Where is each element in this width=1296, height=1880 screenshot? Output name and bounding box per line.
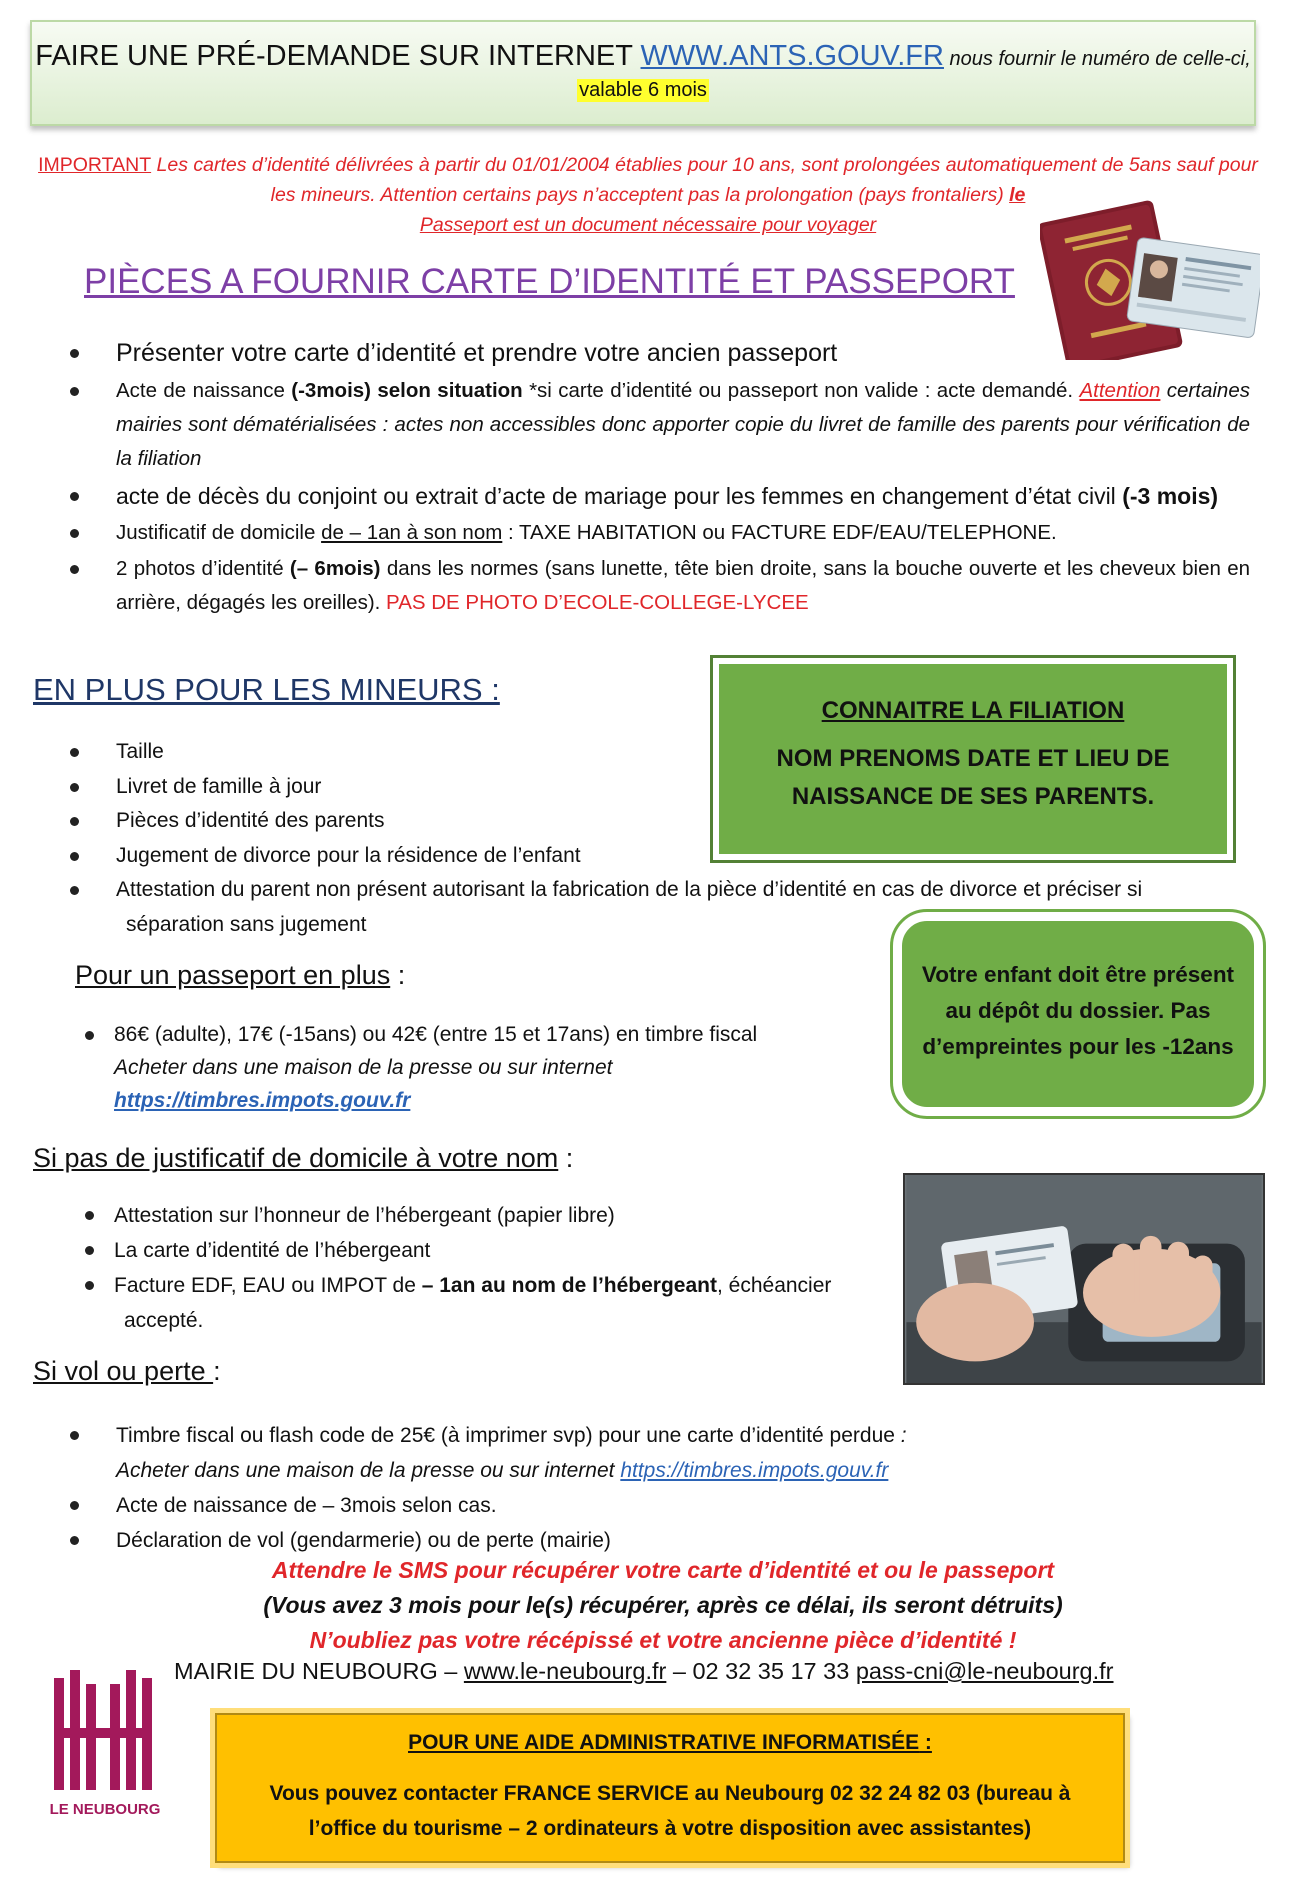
- list-item: [30, 334, 1250, 372]
- aide-title: [217, 1725, 1123, 1760]
- mairie-name: MAIRIE DU NEUBOURG –: [174, 1658, 464, 1684]
- item-emphasis: – 1an au nom de l’hébergeant: [421, 1274, 717, 1297]
- section-title: Pour un passeport en plus: [75, 960, 391, 990]
- section-title: Si vol ou perte: [33, 1356, 214, 1386]
- title-colon: :: [919, 1731, 932, 1754]
- item-text: acte de décès du conjoint ou extrait d’acte de mariage pour les femmes en changement d’état civil: [116, 483, 1123, 509]
- item-text: 2 photos d’identité: [116, 557, 290, 580]
- logo-text: LE NEUBOURG: [50, 1801, 160, 1818]
- aide-title-text: POUR UNE AIDE ADMINISTRATIVE INFORMATISÉE: [408, 1731, 920, 1754]
- list-item: Pièces d’identité des parents: [30, 804, 1270, 839]
- email-link[interactable]: pass-cni@le-neubourg.fr: [855, 1658, 1114, 1684]
- important-passport: Passeport est un document nécessaire pour voyager: [419, 214, 877, 236]
- important-label: IMPORTANT: [38, 154, 152, 176]
- list-item: La carte d’identité de l’hébergeant: [28, 1233, 888, 1268]
- top-banner: [30, 20, 1256, 126]
- section-title: Si pas de justificatif de domicile à votre nom: [33, 1143, 559, 1173]
- photo-warning: PAS DE PHOTO D’ECOLE-COLLEGE-LYCEE: [386, 591, 809, 614]
- item-text: :: [900, 1424, 907, 1447]
- item-text: Présenter votre carte d’identité et prendre votre ancien passeport: [116, 339, 838, 367]
- list-item: Taille: [30, 735, 1270, 770]
- sms-block: [0, 1553, 1296, 1658]
- ants-link[interactable]: WWW.ANTS.GOUV.FR: [640, 40, 944, 72]
- item-text: Acheter dans une maison de la presse ou sur internet: [116, 1459, 621, 1482]
- fingerprint-scanner-image: [903, 1173, 1265, 1385]
- attention-label: Attention: [1079, 379, 1161, 402]
- mineurs-title: EN PLUS POUR LES MINEURS :: [33, 672, 500, 707]
- domicile-list: [28, 1198, 888, 1338]
- le-neubourg-logo: [50, 1670, 160, 1820]
- item-text: accepté.: [124, 1309, 204, 1332]
- list-item: [30, 478, 1250, 514]
- item-text: certaines mairies sont dématérialisées : actes non accessibles donc apporter copie du livret de famille des parents pour vérification de la filiation: [116, 379, 1250, 470]
- mairie-phone: – 02 32 35 17 33: [666, 1658, 856, 1684]
- list-item: Déclaration de vol (gendarmerie) ou de perte (mairie): [30, 1523, 1270, 1558]
- title-colon: :: [390, 960, 406, 990]
- vol-title: [33, 1356, 221, 1387]
- item-text: Attestation du parent non présent autorisant la fabrication de la pièce d’identité en cas de divorce et préciser si: [116, 878, 1143, 901]
- passeport-list: [28, 1018, 888, 1117]
- sms-line: Attendre le SMS pour récupérer votre carte d’identité et ou le passeport: [271, 1557, 1055, 1583]
- domicile-title: [33, 1143, 573, 1174]
- list-item: [30, 516, 1250, 550]
- main-title: PIÈCES A FOURNIR CARTE D’IDENTITÉ ET PASSEPORT: [84, 262, 1015, 301]
- banner-line: [32, 38, 1254, 77]
- list-item: [30, 374, 1250, 476]
- item-text: *si carte d’identité ou passeport non valide : acte demandé.: [522, 379, 1080, 402]
- mairie-contact: [174, 1658, 1114, 1685]
- title-colon: :: [558, 1143, 574, 1173]
- list-item: [28, 1018, 888, 1117]
- list-item: Attestation sur l’honneur de l’hébergeant (papier libre): [28, 1198, 888, 1233]
- item-text: 86€ (adulte), 17€ (-15ans) ou 42€ (entre 15 et 17ans) en timbre fiscal: [114, 1023, 758, 1046]
- item-text: dans les normes (sans lunette, tête bien droite, sans la bouche ouverte et les cheveux bien en arrière, dégagés les oreilles).: [116, 557, 1250, 614]
- item-text: : TAXE HABITATION ou FACTURE EDF/EAU/TELEPHONE.: [502, 521, 1057, 544]
- aide-line: l’office du tourisme – 2 ordinateurs à votre disposition avec assistantes): [308, 1817, 1032, 1840]
- passeport-title: [75, 960, 405, 991]
- site-link[interactable]: www.le-neubourg.fr: [463, 1658, 667, 1684]
- item-text: Acte de naissance: [116, 379, 292, 402]
- important-le: le: [1009, 184, 1026, 206]
- filiation-line: NAISSANCE DE SES PARENTS.: [791, 783, 1155, 810]
- pieces-list: [30, 334, 1250, 622]
- item-text: Timbre fiscal ou flash code de 25€ (à imprimer svp) pour une carte d’identité perdue: [116, 1424, 901, 1447]
- item-emphasis: de – 1an à son nom: [321, 521, 503, 544]
- sms-line: (Vous avez 3 mois pour le(s) récupérer, après ce délai, ils seront détruits): [263, 1592, 1063, 1618]
- vol-list: [30, 1418, 1270, 1558]
- enfant-box: Votre enfant doit être présent au dépôt du dossier. Pas d’empreintes pour les -12ans: [893, 912, 1263, 1116]
- item-text: , échéancier: [716, 1274, 832, 1297]
- title-colon: :: [213, 1356, 221, 1386]
- item-text: séparation sans jugement: [126, 912, 367, 936]
- item-emphasis: (-3mois) selon situation: [291, 379, 523, 402]
- item-text: Acheter dans une maison de la presse ou sur internet: [114, 1056, 613, 1079]
- list-item: Livret de famille à jour: [30, 770, 1270, 805]
- item-text: Justificatif de domicile: [116, 521, 322, 544]
- list-item: [30, 552, 1250, 620]
- list-item: Jugement de divorce pour la résidence de l’enfant: [30, 839, 1270, 874]
- item-emphasis: (– 6mois): [289, 557, 381, 580]
- item-text: Facture EDF, EAU ou IMPOT de: [114, 1274, 422, 1297]
- mineurs-list: [30, 735, 1270, 942]
- timbres-link[interactable]: https://timbres.impots.gouv.fr: [620, 1459, 889, 1482]
- list-item: [28, 1268, 888, 1338]
- filiation-line: NOM PRENOMS DATE ET LIEU DE: [776, 745, 1170, 772]
- item-emphasis: (-3 mois): [1122, 483, 1219, 509]
- banner-lead: FAIRE UNE PRÉ-DEMANDE SUR INTERNET: [35, 40, 641, 72]
- aide-line: Vous pouvez contacter FRANCE SERVICE au Neubourg 02 32 24 82 03 (bureau à: [269, 1782, 1071, 1805]
- list-item: Acte de naissance de – 3mois selon cas.: [30, 1488, 1270, 1523]
- sms-line: N’oubliez pas votre récépissé et votre ancienne pièce d’identité !: [309, 1627, 1017, 1653]
- timbres-link[interactable]: https://timbres.impots.gouv.fr: [114, 1089, 411, 1112]
- aide-box: [215, 1713, 1125, 1863]
- filiation-title: CONNAITRE LA FILIATION: [821, 697, 1125, 724]
- banner-note: nous fournir le numéro de celle-ci,: [943, 48, 1251, 70]
- list-item: [30, 1418, 1270, 1488]
- important-text: Les cartes d’identité délivrées à partir du 01/01/2004 établies pour 10 ans, sont prolongées automatiquement de 5ans sauf pour les mineurs. Attention certains pays n’acceptent pas la prolongation (pays frontaliers): [151, 154, 1258, 206]
- banner-validity: valable 6 mois: [579, 79, 707, 101]
